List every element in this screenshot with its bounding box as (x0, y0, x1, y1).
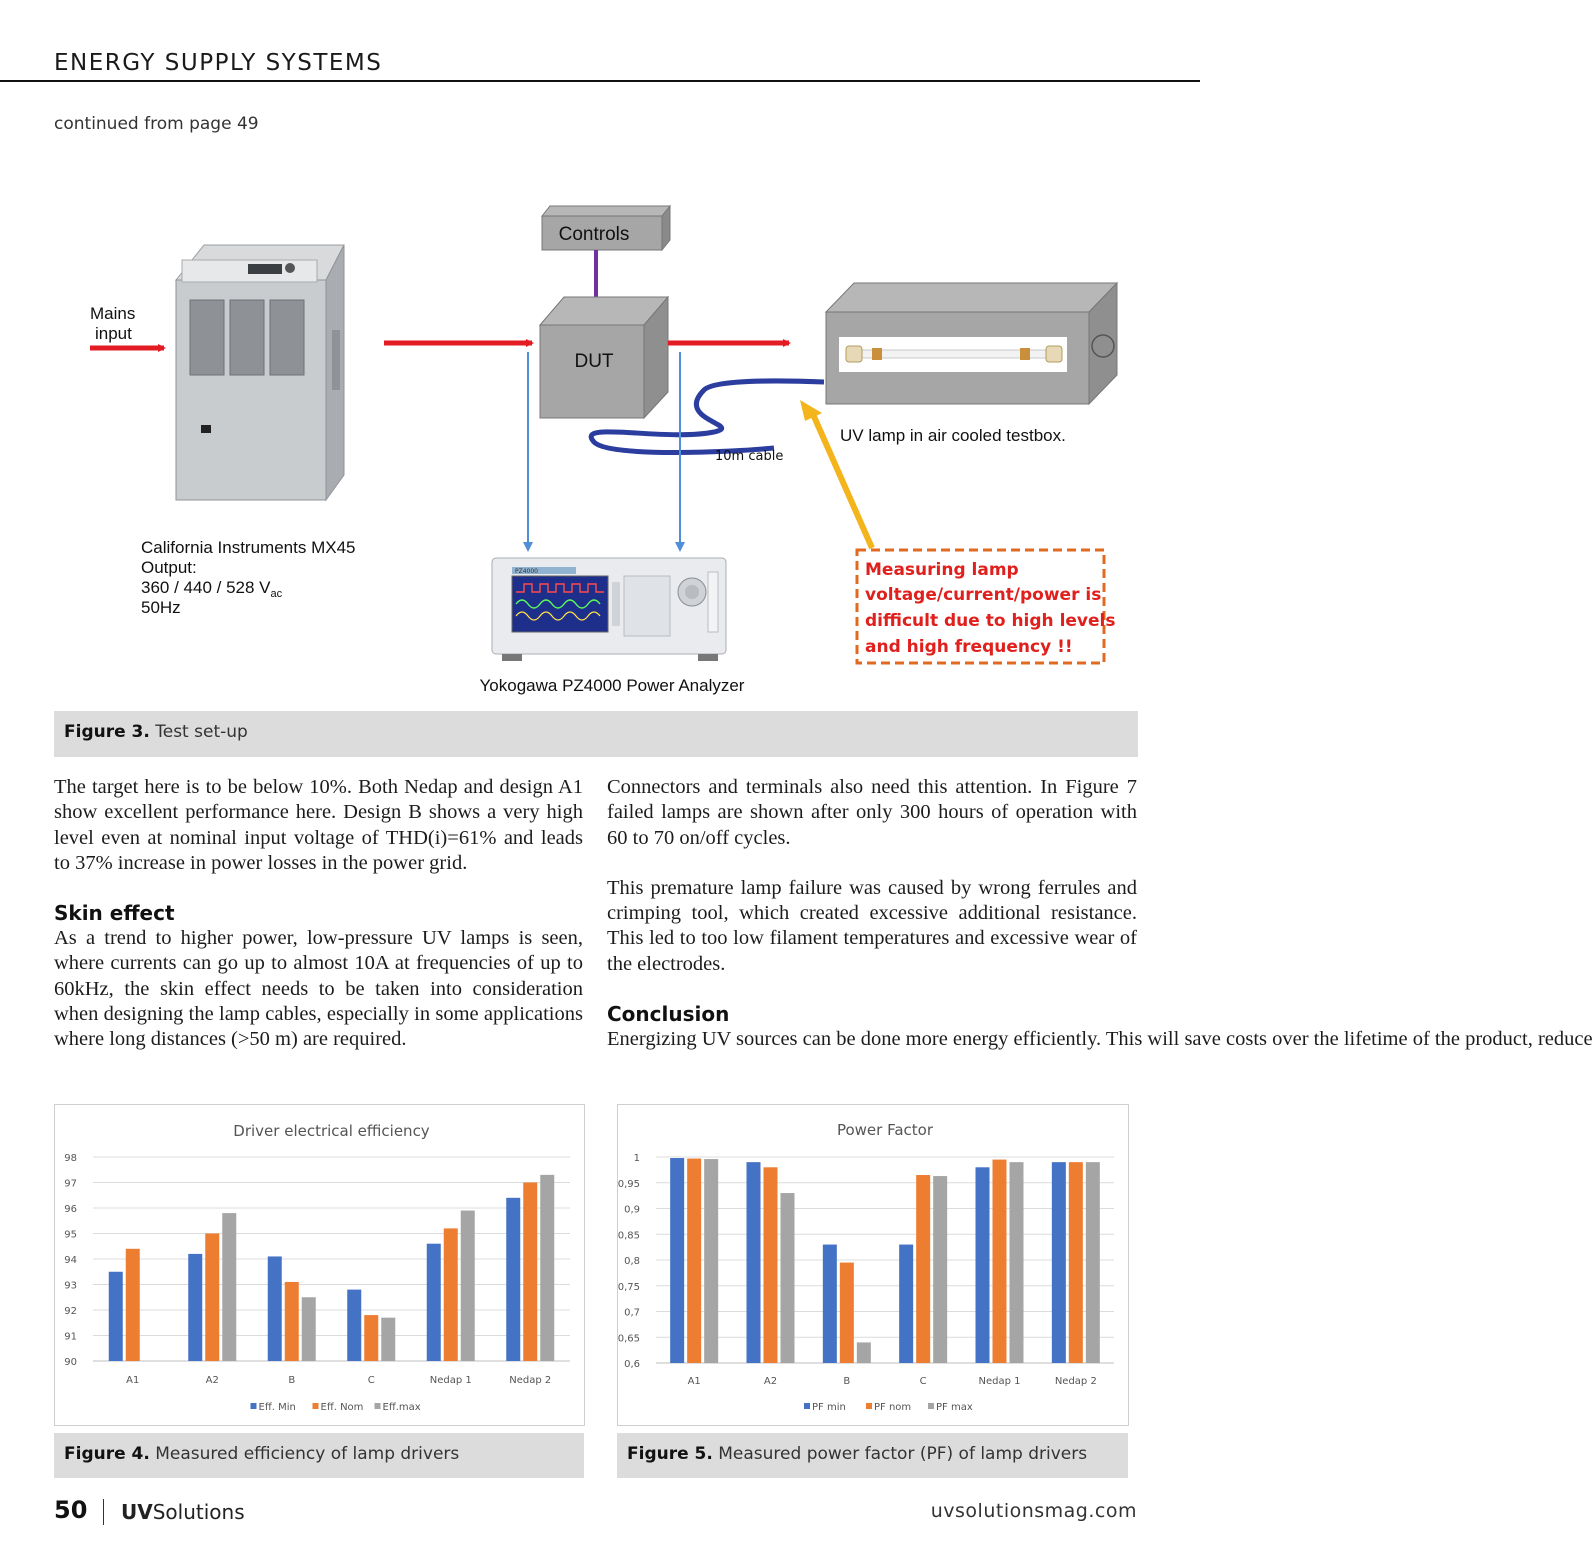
right-paragraph-2: This premature lamp failure was caused by wrong ferrules and crimping tool, which created excessive additional resistance. This led to too low filament temperatures and excessive wear of the electrodes. (607, 876, 1137, 975)
bar (364, 1315, 378, 1361)
bar (506, 1198, 520, 1361)
right-paragraph-3: Energizing UV sources can be done more energy efficiently. This will save costs over the lifetime of the product, reduce (607, 1028, 1593, 1051)
figure4-caption-label: Figure 4. (64, 1444, 150, 1464)
header-divider (0, 80, 1200, 82)
bar (427, 1244, 441, 1361)
legend-swatch (251, 1403, 257, 1409)
section-title: ENERGY SUPPLY SYSTEMS (54, 50, 383, 76)
x-tick-label: B (288, 1375, 296, 1386)
y-tick-label: 0,9 (624, 1204, 640, 1216)
y-tick-label: 1 (633, 1153, 640, 1164)
bar (993, 1160, 1007, 1363)
warning-line-4: and high frequency !! (865, 637, 1073, 657)
y-tick-label: 0,6 (624, 1359, 640, 1370)
x-tick-label: Nedap 2 (1054, 1376, 1097, 1387)
bar (188, 1254, 202, 1361)
y-tick-label: 0,75 (617, 1281, 640, 1293)
bar (857, 1342, 871, 1363)
efficiency-chart (55, 1105, 584, 1425)
power-factor-chart-frame (617, 1104, 1129, 1426)
page-number: 50 (54, 1496, 88, 1524)
bar (764, 1167, 778, 1363)
figure4-caption-text: Measured efficiency of lamp drivers (149, 1444, 460, 1464)
analyzer-brand-text: PZ4000 (515, 568, 538, 575)
bar (302, 1297, 316, 1361)
right-paragraph-1: Connectors and terminals also need this attention. In Figure 7 failed lamps are shown after only 300 hours of operation with 60 to 70 on/off cycles. (607, 776, 1137, 849)
legend-label: Eff. Nom (320, 1402, 364, 1413)
y-tick-label: 0,85 (617, 1230, 640, 1242)
figure3-caption-label: Figure 3. (64, 722, 150, 742)
figure3-caption-text: Test set-up (149, 722, 248, 742)
y-tick-label: 91 (64, 1331, 77, 1343)
x-tick-label: B (843, 1376, 851, 1387)
y-tick-label: 93 (64, 1280, 77, 1292)
source-voltage-label (141, 578, 283, 600)
testbox-label: UV lamp in air cooled testbox. (840, 426, 1066, 445)
controls-label: Controls (558, 224, 630, 245)
bar (285, 1282, 299, 1361)
power-factor-chart (618, 1105, 1128, 1425)
y-tick-label: 95 (64, 1229, 77, 1241)
dut-box (540, 297, 668, 418)
bar (933, 1176, 947, 1363)
bar (1052, 1162, 1066, 1363)
legend-swatch (313, 1403, 319, 1409)
y-tick-label: 97 (64, 1178, 77, 1190)
warning-line-2: voltage/current/power is (865, 585, 1102, 605)
legend-swatch (928, 1403, 934, 1409)
bar (976, 1167, 990, 1363)
dut-label: DUT (574, 351, 614, 372)
legend-swatch (866, 1403, 872, 1409)
test-setup-diagram (54, 180, 1144, 710)
bar (1069, 1162, 1083, 1363)
bar (840, 1263, 854, 1363)
legend-swatch (375, 1403, 381, 1409)
efficiency-chart-frame (54, 1104, 585, 1426)
bar (444, 1228, 458, 1361)
y-tick-label: 90 (64, 1357, 77, 1368)
analyzer-label: Yokogawa PZ4000 Power Analyzer (479, 676, 745, 695)
y-tick-label: 0,7 (624, 1307, 640, 1319)
y-tick-label: 0,65 (617, 1333, 640, 1345)
figure3-caption (54, 711, 1138, 757)
x-tick-label: Nedap 1 (978, 1376, 1021, 1387)
power-analyzer (492, 558, 726, 661)
y-tick-label: 96 (64, 1204, 77, 1215)
brand-rest: Solutions (152, 1500, 245, 1524)
bar (747, 1162, 761, 1363)
source-model-label: California Instruments MX45 (141, 538, 356, 557)
y-tick-label: 98 (64, 1153, 77, 1164)
skin-effect-heading: Skin effect (54, 901, 175, 926)
figure5-caption-text: Measured power factor (PF) of lamp drivers (712, 1444, 1088, 1464)
mains-input-label-2: input (95, 324, 132, 343)
bar (126, 1249, 140, 1361)
figure4-caption (54, 1433, 584, 1478)
x-tick-label: C (367, 1375, 375, 1386)
conclusion-heading: Conclusion (607, 1002, 730, 1027)
right-column (607, 775, 1593, 1052)
warning-line-1: Measuring lamp (865, 560, 1019, 580)
left-paragraph-2: As a trend to higher power, low-pressure UV lamps is seen, where currents can go up to almost 10A at frequencies of up to 60kHz, the skin effect needs to be taken into consideration when designing the lamp cables, especially in some applications where long distances (>50 m) are required. (54, 927, 583, 1051)
bar (222, 1213, 236, 1361)
controls-box (542, 206, 670, 250)
bar (347, 1290, 361, 1361)
mains-input-label: Mains (90, 304, 136, 323)
bar (268, 1256, 282, 1361)
figure5-caption (617, 1433, 1128, 1478)
legend-label: PF nom (874, 1402, 912, 1413)
bar (540, 1175, 554, 1361)
source-voltage-value: 360 / 440 / 528 V (141, 578, 271, 597)
footer-divider (103, 1499, 104, 1525)
bar (670, 1158, 684, 1363)
chart-title: Power Factor (836, 1121, 934, 1139)
left-paragraph-1: The target here is to be below 10%. Both Nedap and design A1 show excellent performance here. Design B shows a very high level even at nominal input voltage of THD(i)=61% and leads to 37% increase in power losses in the power grid. (54, 776, 583, 874)
source-frequency-label: 50Hz (141, 598, 181, 617)
chart-title: Driver electrical efficiency (233, 1122, 430, 1140)
warning-line-3: difficult due to high levels (865, 611, 1116, 631)
x-tick-label: C (919, 1376, 927, 1387)
y-tick-label: 94 (64, 1255, 77, 1266)
magazine-brand (121, 1500, 245, 1524)
x-tick-label: A2 (763, 1376, 778, 1387)
x-tick-label: Nedap 2 (509, 1375, 552, 1386)
left-column (54, 775, 583, 1053)
bar (687, 1159, 701, 1363)
bar (461, 1211, 475, 1361)
legend-label: Eff. Min (258, 1402, 296, 1413)
bar (1086, 1162, 1100, 1363)
bar (109, 1272, 123, 1361)
bar (205, 1234, 219, 1362)
source-output-label: Output: (141, 558, 197, 577)
cable-label: 10m cable (715, 449, 784, 464)
x-tick-label: A1 (687, 1376, 701, 1387)
bar (704, 1159, 718, 1363)
bar (781, 1193, 795, 1363)
source-voltage-subscript: ac (270, 588, 283, 600)
bar (381, 1318, 395, 1361)
figure5-caption-label: Figure 5. (627, 1444, 713, 1464)
bar (916, 1175, 930, 1363)
x-tick-label: Nedap 1 (429, 1375, 472, 1386)
y-tick-label: 92 (64, 1306, 77, 1317)
legend-label: PF min (812, 1402, 846, 1413)
y-tick-label: 0,95 (617, 1178, 640, 1190)
power-source-cabinet (176, 245, 344, 500)
bar (899, 1245, 913, 1363)
brand-bold: UV (121, 1500, 153, 1524)
bar (1010, 1162, 1024, 1363)
continued-note: continued from page 49 (54, 114, 259, 134)
legend-label: PF max (936, 1402, 973, 1413)
y-tick-label: 0,8 (624, 1256, 640, 1267)
legend-swatch (804, 1403, 810, 1409)
x-tick-label: A1 (126, 1375, 140, 1386)
x-tick-label: A2 (205, 1375, 219, 1386)
bar (823, 1245, 837, 1363)
uv-testbox (826, 283, 1117, 404)
bar (523, 1183, 537, 1362)
magazine-url: uvsolutionsmag.com (930, 1500, 1137, 1522)
legend-label: Eff.max (382, 1402, 421, 1413)
